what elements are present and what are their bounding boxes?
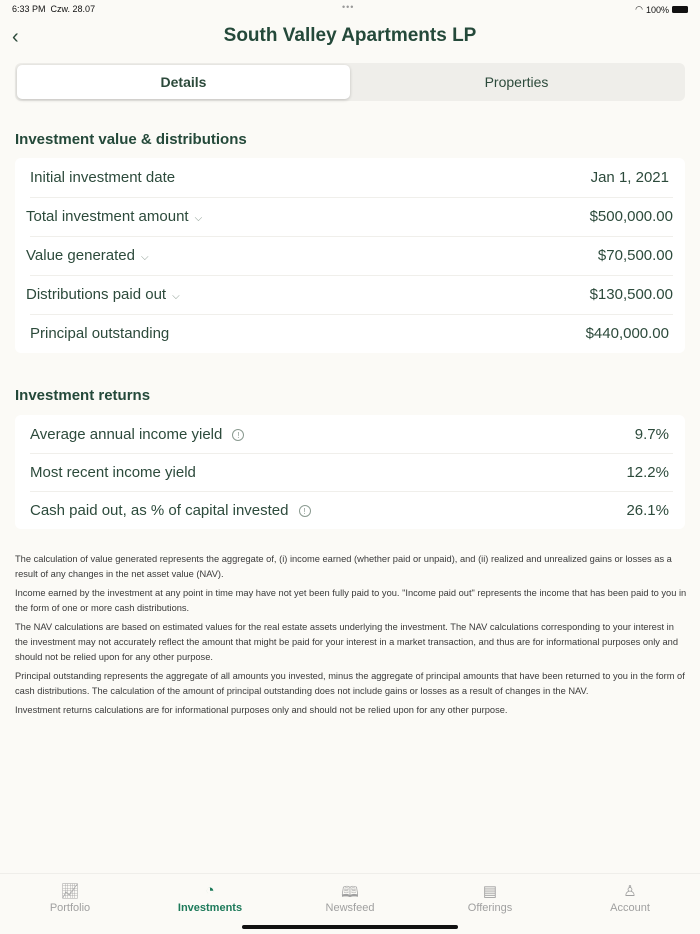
disclaimer-notes xyxy=(15,552,687,722)
row-avg-yield xyxy=(15,415,685,453)
note: Income earned by the investment at any point in time may have not yet been fully paid to you. "Income paid out" represents the income that has been paid to you in the form of one or more cash distributions. xyxy=(15,588,687,613)
nav-label: Account xyxy=(610,902,650,914)
book-icon: 🕮 xyxy=(341,884,359,901)
nav-offerings[interactable] xyxy=(440,882,540,914)
row-initial-date xyxy=(15,158,685,197)
row-value: $70,500.00 xyxy=(597,247,673,264)
home-indicator[interactable] xyxy=(242,925,458,929)
row-total-investment[interactable] xyxy=(15,197,685,236)
multitask-dots-icon[interactable]: ••• xyxy=(342,2,355,12)
status-time xyxy=(12,4,95,14)
chevron-down-icon: ⌵ xyxy=(140,252,149,263)
nav-label: Newsfeed xyxy=(325,902,375,914)
row-cash-paid xyxy=(15,491,685,529)
row-label: Total investment amount xyxy=(26,208,189,225)
row-value: 26.1% xyxy=(626,501,669,519)
returns-card xyxy=(15,415,685,529)
row-value: 9.7% xyxy=(634,425,669,443)
row-label: Average annual income yield xyxy=(30,425,223,443)
status-right xyxy=(635,4,688,15)
nav-label: Offerings xyxy=(467,902,513,914)
row-value: $500,000.00 xyxy=(589,208,673,225)
section-heading-returns: Investment returns xyxy=(15,387,151,404)
info-icon[interactable]: ! xyxy=(299,505,311,517)
row-label: Principal outstanding xyxy=(30,325,170,342)
battery-icon xyxy=(672,6,688,13)
chevron-down-icon: ⌵ xyxy=(194,213,203,224)
tab-details[interactable]: Details xyxy=(17,65,350,99)
status-bar xyxy=(0,0,700,18)
pie-chart-icon: ◔ xyxy=(205,882,215,899)
tab-properties[interactable]: Properties xyxy=(484,74,549,90)
note: Principal outstanding represents the aggregate of all amounts you invested, minus the aggregate of principal amounts that have been returned to you in the form of cash distributions. The calculation of the amount of principal outstanding does not include gains or losses as a result of changes in the NAV. xyxy=(15,671,685,696)
nav-newsfeed[interactable] xyxy=(300,882,400,914)
row-label: Distributions paid out xyxy=(26,286,167,303)
nav-account[interactable] xyxy=(580,882,680,914)
wifi-icon: ◠ xyxy=(635,4,643,14)
nav-label: Portfolio xyxy=(49,902,91,914)
person-icon: ♙ xyxy=(623,883,637,900)
chart-line-icon: 📈︎ xyxy=(60,883,80,900)
note: The calculation of value generated represents the aggregate of, (i) income earned (whether paid or unpaid), and (ii) realized and unrealized gains or losses as a result of any changes in the net asset value (NAV). xyxy=(15,554,672,579)
back-button[interactable]: ‹ xyxy=(12,26,19,48)
chevron-down-icon: ⌵ xyxy=(172,291,180,302)
date: Czw. 28.07 xyxy=(50,4,96,14)
row-value-generated[interactable] xyxy=(15,236,685,275)
document-plus-icon: ▤ xyxy=(482,883,498,900)
note: Investment returns calculations are for informational purposes only and should not be relied upon for any other purpose. xyxy=(15,705,508,715)
nav-label: Investments xyxy=(177,902,243,914)
row-label: Most recent income yield xyxy=(30,463,196,481)
section-heading-investment: Investment value & distributions xyxy=(15,131,247,148)
row-label: Value generated xyxy=(26,247,135,264)
segmented-control xyxy=(15,63,685,101)
row-label: Initial investment date xyxy=(30,169,176,186)
note: The NAV calculations are based on estimated values for the real estate assets underlying the investment. The NAV calculations corresponding to your interest in the investment may not accurately reflect the amount that might be paid for your interest in a market transaction, and thus are for informational purposes only and should not be relied upon for any other purpose. xyxy=(15,622,679,662)
row-value: 12.2% xyxy=(626,463,669,481)
row-value: $440,000.00 xyxy=(585,325,669,342)
row-value: Jan 1, 2021 xyxy=(590,169,669,186)
time: 6:33 PM xyxy=(12,4,46,14)
battery-percent: 100% xyxy=(645,4,669,15)
nav-portfolio[interactable] xyxy=(20,882,120,914)
page-title: South Valley Apartments LP xyxy=(223,25,477,46)
row-recent-yield xyxy=(15,453,685,491)
row-label: Cash paid out, as % of capital invested xyxy=(30,501,289,519)
row-distributions[interactable] xyxy=(15,275,685,314)
row-principal-outstanding xyxy=(15,314,685,353)
nav-investments[interactable] xyxy=(160,882,260,914)
row-value: $130,500.00 xyxy=(589,286,673,303)
info-icon[interactable]: ! xyxy=(232,429,244,441)
investment-card xyxy=(15,158,685,353)
